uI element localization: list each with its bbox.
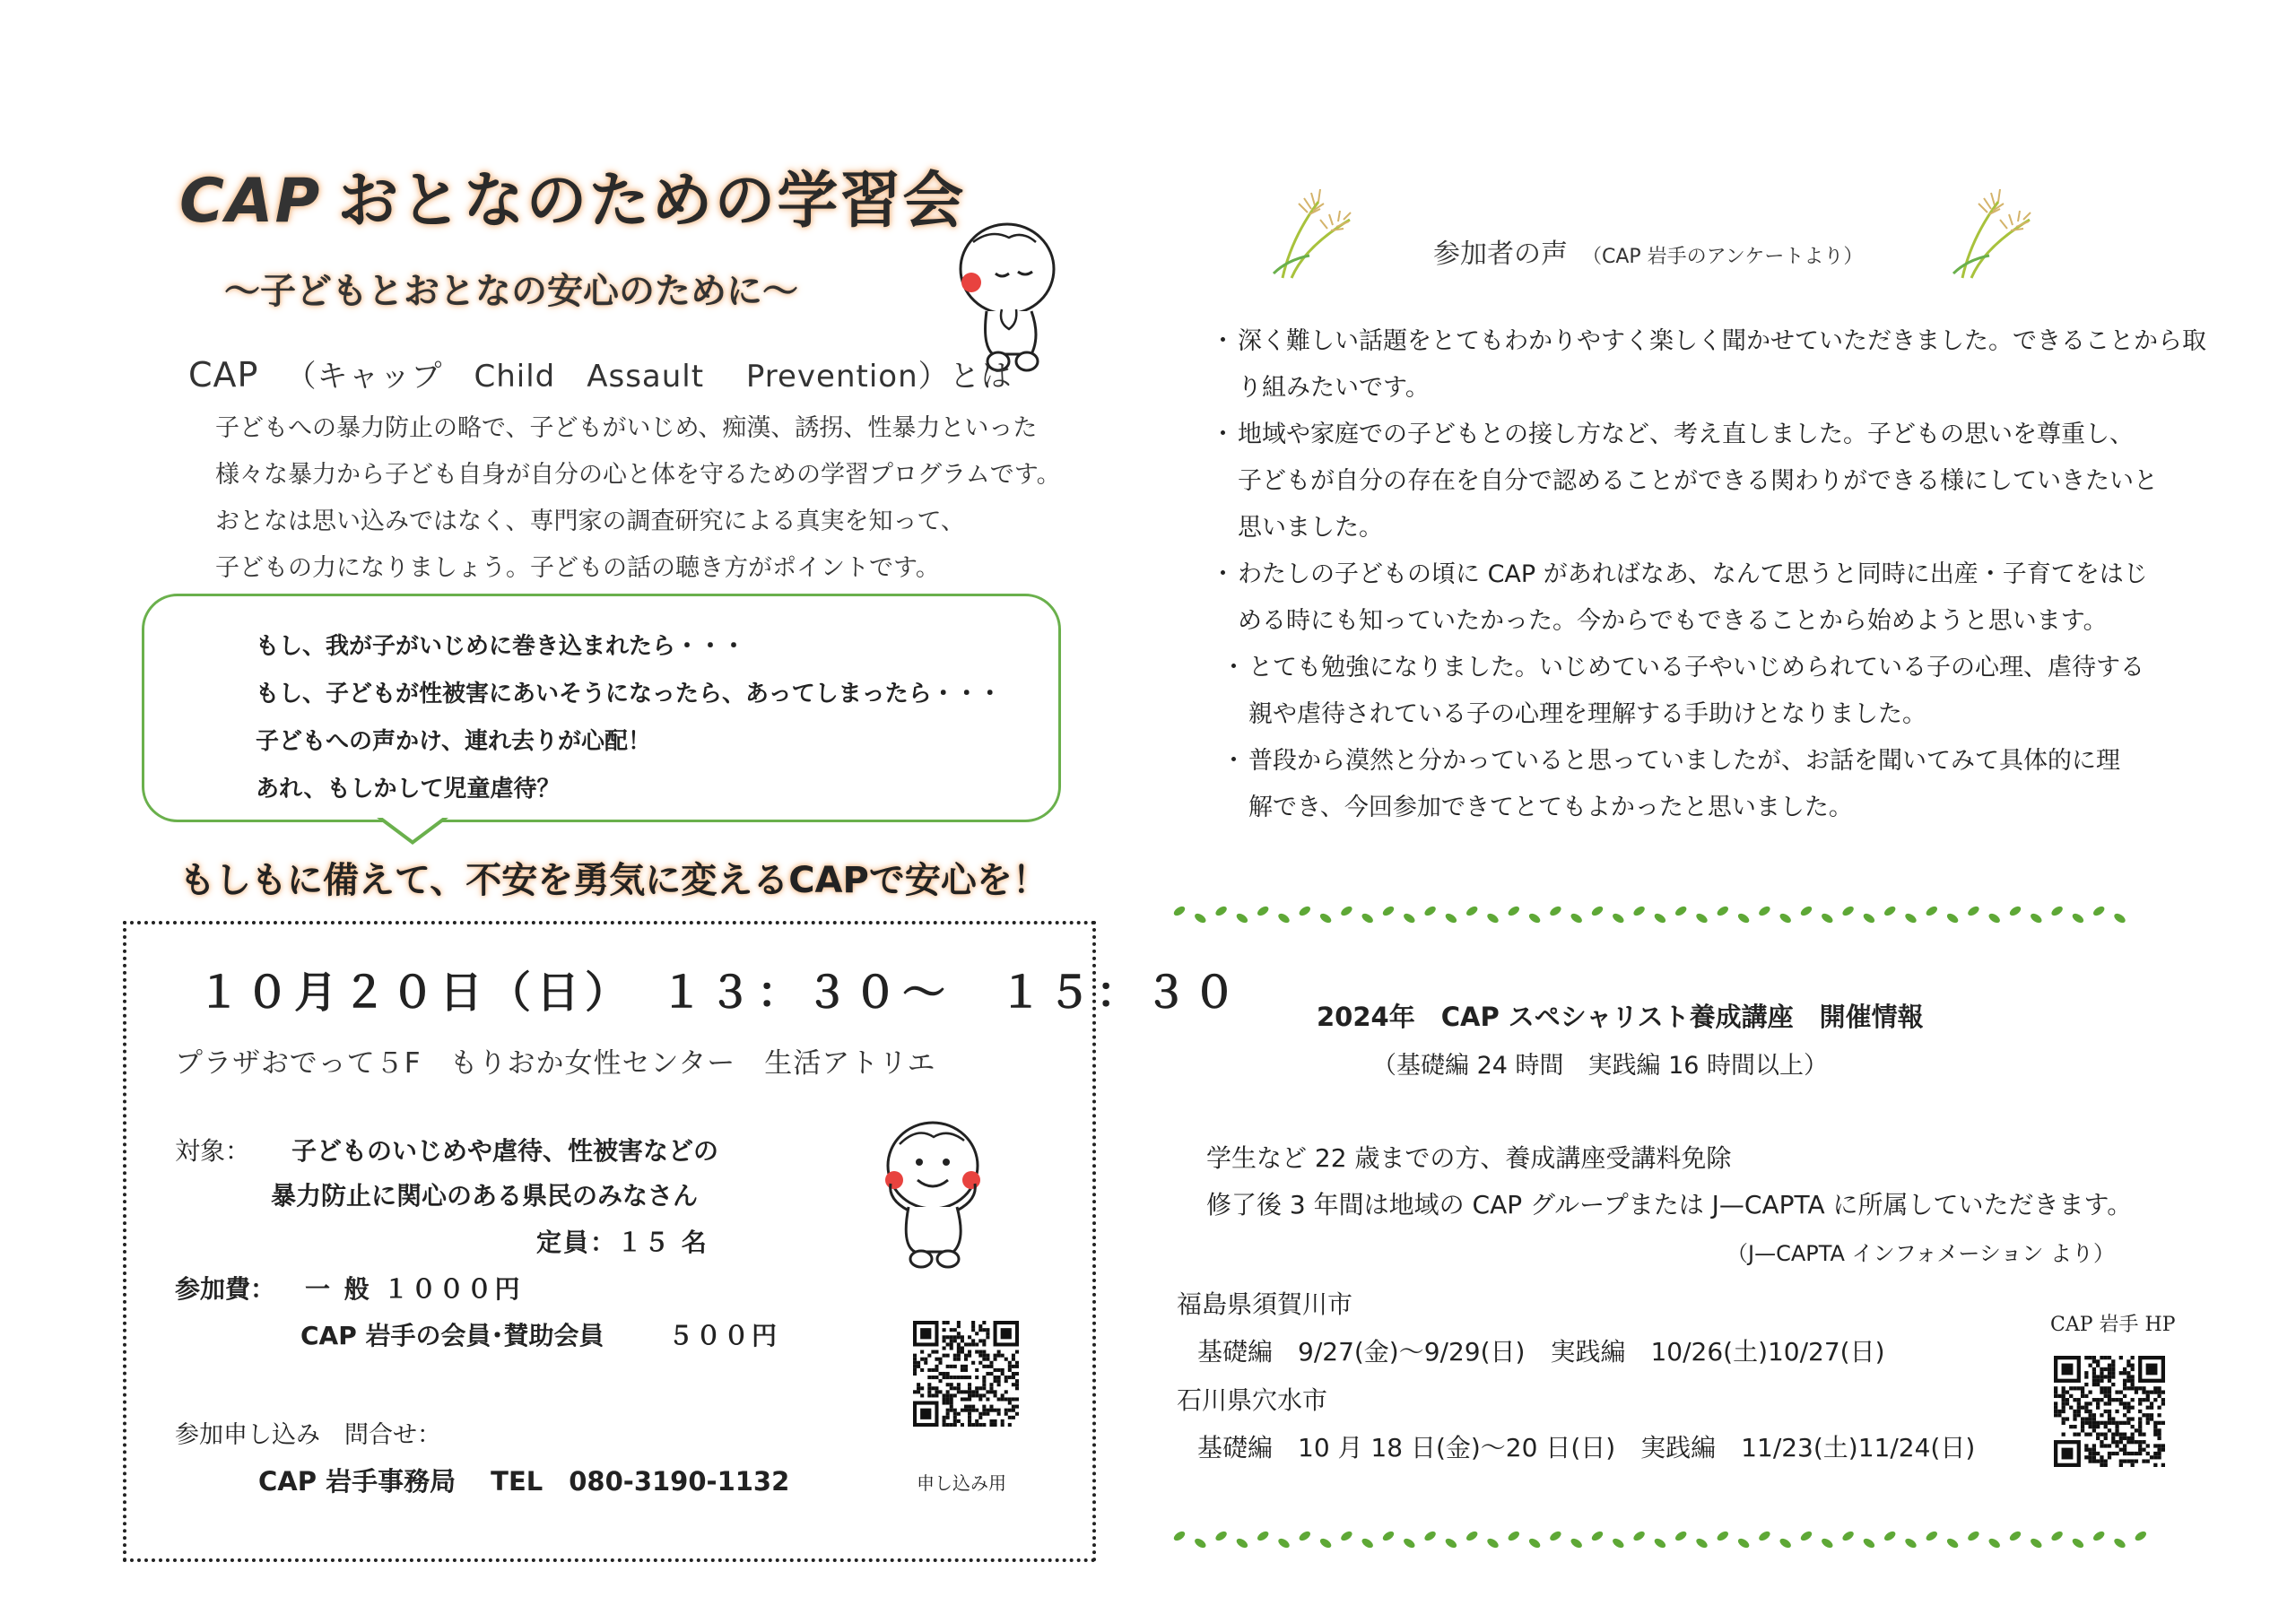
slogan: もしもに備えて、不安を勇気に変えるCAPで安心を！ bbox=[179, 860, 1048, 901]
leaf-mark bbox=[1214, 1530, 1229, 1543]
leaf-mark bbox=[1570, 912, 1584, 925]
leaf-mark bbox=[1507, 1530, 1521, 1543]
leaf-mark bbox=[1276, 1537, 1291, 1550]
bullet: ・ bbox=[1211, 560, 1235, 588]
course-title: 2024年 CAP スペシャリスト養成講座 開催情報 bbox=[1317, 1002, 1924, 1032]
voice-line: 深く難しい話題をとてもわかりやすく楽しく聞かせていただきました。できることから取 bbox=[1238, 327, 2206, 355]
leaf-mark bbox=[1862, 912, 1876, 925]
leaf-mark bbox=[1402, 1537, 1416, 1550]
event-date-time: １０月２０日（日） １３：３０～ １５：３０ bbox=[197, 968, 1242, 1018]
leaf-mark bbox=[2050, 1530, 2065, 1543]
leaf-mark bbox=[1214, 905, 1229, 918]
voice-line: める時にも知っていたかった。今からでもできることから始めようと思います。 bbox=[1238, 607, 2108, 635]
leaf-mark bbox=[1193, 1537, 1207, 1550]
intro-paragraph bbox=[215, 405, 1061, 592]
fee-member-price: ５００円 bbox=[668, 1321, 780, 1350]
leaf-mark bbox=[2134, 1530, 2148, 1543]
leaf-mark bbox=[1318, 912, 1333, 925]
bubble-line: もし、子どもが性被害にあいそうになったら、あってしまったら・・・ bbox=[256, 681, 1002, 707]
leaf-vine-divider bbox=[1170, 897, 2135, 933]
voice-line: 普段から漠然と分かっていると思っていましたが、お話を聞いてみて具体的に理 bbox=[1248, 747, 2120, 775]
course-schedule: 基礎編 10 月 18 日(金)～20 日(日) 実践編 11/23(土)11/24(日) bbox=[1197, 1433, 1976, 1462]
leaf-mark bbox=[1653, 912, 1667, 925]
leaf-mark bbox=[2112, 912, 2126, 925]
leaf-mark bbox=[1423, 1530, 1438, 1543]
fee-general: 一 般 １０００円 bbox=[305, 1274, 523, 1304]
leaf-mark bbox=[1527, 912, 1542, 925]
voices-source: （CAP 岩手のアンケートより） bbox=[1582, 246, 1864, 268]
contact-office-phone: CAP 岩手事務局 TEL 080-3190-1132 bbox=[258, 1466, 790, 1497]
leaf-mark bbox=[1674, 1530, 1688, 1543]
cap-definition bbox=[188, 352, 1013, 395]
mascot-cheering-illustration bbox=[874, 1110, 991, 1271]
leaf-mark bbox=[1736, 912, 1751, 925]
leaf-mark bbox=[2092, 1530, 2106, 1543]
course-schedule: 基礎編 9/27(金)～9/29(日) 実践編 10/26(土)10/27(日) bbox=[1197, 1337, 1885, 1367]
leaf-mark bbox=[1841, 1530, 1856, 1543]
leaf-mark bbox=[1485, 1537, 1500, 1550]
leaf-mark bbox=[1987, 912, 2002, 925]
leaf-mark bbox=[2071, 1537, 2085, 1550]
leaf-mark bbox=[1465, 1530, 1479, 1543]
leaf-mark bbox=[1903, 912, 1918, 925]
target-line-2: 暴力防止に関心のある県民のみなさん bbox=[271, 1181, 699, 1211]
leaf-mark bbox=[1402, 912, 1416, 925]
leaf-mark bbox=[1757, 905, 1771, 918]
bubble-line: もし、我が子がいじめに巻き込まれたら・・・ bbox=[256, 633, 746, 660]
leaf-mark bbox=[1193, 912, 1207, 925]
leaf-mark bbox=[1590, 1530, 1605, 1543]
pampas-grass-icon bbox=[1944, 184, 2043, 282]
leaf-mark bbox=[1172, 1530, 1187, 1543]
leaf-mark bbox=[1381, 1530, 1396, 1543]
leaf-mark bbox=[1548, 905, 1562, 918]
voice-item bbox=[1211, 551, 2206, 645]
bubble-text bbox=[256, 623, 1002, 813]
leaf-mark bbox=[1276, 912, 1291, 925]
voice-line: り組みたいです。 bbox=[1238, 374, 1430, 402]
leaf-mark bbox=[1611, 1537, 1625, 1550]
bullet: ・ bbox=[1211, 327, 1235, 355]
leaf-vine-divider bbox=[1170, 1522, 2148, 1558]
leaf-mark bbox=[1444, 912, 1458, 925]
leaf-mark bbox=[1862, 1537, 1876, 1550]
leaf-mark bbox=[2008, 905, 2022, 918]
course-source: （J—CAPTA インフォメーション より） bbox=[1726, 1241, 2116, 1266]
course-location: 福島県須賀川市 bbox=[1177, 1289, 1353, 1319]
speech-bubble-tail-fill bbox=[380, 816, 445, 840]
leaf-mark bbox=[1987, 1537, 2002, 1550]
leaf-mark bbox=[1966, 905, 1980, 918]
leaf-mark bbox=[1966, 1530, 1980, 1543]
leaf-mark bbox=[1694, 1537, 1709, 1550]
voices-heading: 参加者の声 bbox=[1433, 239, 1568, 270]
leaf-mark bbox=[1779, 1537, 1793, 1550]
leaf-mark bbox=[1716, 1530, 1730, 1543]
leaf-mark bbox=[2112, 1537, 2126, 1550]
voice-line: 子どもが自分の存在を自分で認めることができる関わりができる様にしていきたいと bbox=[1238, 467, 2158, 495]
leaf-mark bbox=[2050, 905, 2065, 918]
bullet: ・ bbox=[1222, 654, 1246, 681]
leaf-mark bbox=[1256, 1530, 1270, 1543]
leaf-mark bbox=[1883, 1530, 1897, 1543]
intro-line: 様々な暴力から子ども自身が自分の心と体を守るための学習プログラムです。 bbox=[215, 461, 1061, 489]
leaf-mark bbox=[1736, 1537, 1751, 1550]
leaf-mark bbox=[1945, 912, 1960, 925]
leaf-mark bbox=[1361, 1537, 1375, 1550]
participant-voices bbox=[1211, 318, 2206, 831]
voice-item bbox=[1211, 318, 2206, 412]
course-subtitle: （基礎編 24 時間 実践編 16 時間以上） bbox=[1372, 1052, 1829, 1080]
leaf-mark bbox=[2029, 912, 2043, 925]
voice-item bbox=[1222, 645, 2206, 738]
leaf-mark bbox=[1903, 1537, 1918, 1550]
leaf-mark bbox=[1945, 1537, 1960, 1550]
leaf-mark bbox=[1235, 912, 1249, 925]
course-note: 修了後 3 年間は地域の CAP グループまたは J—CAPTA に所属していただきます。 bbox=[1206, 1190, 2133, 1219]
subtitle: ～子どもとおとなの安心のために～ bbox=[224, 271, 798, 312]
leaf-mark bbox=[1925, 1530, 1939, 1543]
leaf-mark bbox=[1485, 912, 1500, 925]
contact-label: 参加申し込み 問合せ： bbox=[175, 1421, 441, 1449]
leaf-mark bbox=[1465, 905, 1479, 918]
event-venue: プラザおでって５F もりおか女性センター 生活アトリエ bbox=[175, 1047, 936, 1080]
leaf-mark bbox=[1590, 905, 1605, 918]
leaf-mark bbox=[1444, 1537, 1458, 1550]
voice-line: 思いました。 bbox=[1238, 514, 1383, 542]
voice-line: 親や虐待されている子の心理を理解する手助けとなりました。 bbox=[1248, 700, 1926, 728]
leaf-mark bbox=[1674, 905, 1688, 918]
voice-line: 解でき、今回参加できてとてもよかったと思いました。 bbox=[1248, 794, 1853, 821]
voices-title bbox=[1433, 231, 1863, 271]
leaf-mark bbox=[1925, 905, 1939, 918]
cap-term: CAP bbox=[188, 355, 259, 395]
course-location: 石川県穴水市 bbox=[1177, 1385, 1328, 1415]
leaf-mark bbox=[2008, 1530, 2022, 1543]
leaf-mark bbox=[1527, 1537, 1542, 1550]
leaf-mark bbox=[1298, 905, 1312, 918]
leaf-mark bbox=[1235, 1537, 1249, 1550]
application-qr-code[interactable] bbox=[913, 1321, 1019, 1427]
leaf-mark bbox=[1820, 912, 1834, 925]
leaf-mark bbox=[1632, 905, 1647, 918]
leaf-mark bbox=[1653, 1537, 1667, 1550]
leaf-mark bbox=[1570, 1537, 1584, 1550]
leaf-mark bbox=[2071, 912, 2085, 925]
course-note: 学生など 22 歳までの方、養成講座受講料免除 bbox=[1206, 1143, 1732, 1173]
page-title bbox=[179, 152, 965, 239]
leaf-mark bbox=[1799, 1530, 1813, 1543]
voice-line: わたしの子どもの頃に CAP があればなあ、なんて思うと同時に出産・子育てをはじ bbox=[1238, 560, 2148, 588]
leaf-mark bbox=[1172, 905, 1187, 918]
leaf-mark bbox=[1381, 905, 1396, 918]
leaf-mark bbox=[1799, 905, 1813, 918]
homepage-qr-code[interactable] bbox=[2054, 1356, 2165, 1467]
leaf-mark bbox=[1841, 905, 1856, 918]
leaf-mark bbox=[1318, 1537, 1333, 1550]
leaf-mark bbox=[1339, 905, 1353, 918]
intro-line: 子どもへの暴力防止の略で、子どもがいじめ、痴漢、誘拐、性暴力といった bbox=[215, 414, 1038, 442]
qr-caption: 申し込み用 bbox=[917, 1472, 1006, 1494]
intro-line: おとなは思い込みではなく、専門家の調査研究による真実を知って、 bbox=[215, 508, 965, 535]
bubble-line: 子どもへの声かけ、連れ去りが心配！ bbox=[256, 728, 651, 755]
leaf-mark bbox=[1548, 1530, 1562, 1543]
leaf-mark bbox=[1694, 912, 1709, 925]
leaf-mark bbox=[1507, 905, 1521, 918]
leaf-mark bbox=[1757, 1530, 1771, 1543]
fee-label: 参加費： bbox=[175, 1274, 276, 1304]
voice-item bbox=[1211, 412, 2206, 551]
leaf-mark bbox=[1361, 912, 1375, 925]
bullet: ・ bbox=[1222, 747, 1246, 775]
title-main: おとなのための学習会 bbox=[337, 166, 966, 237]
pampas-grass-icon bbox=[1265, 184, 1363, 282]
voice-line: 地域や家庭での子どもとの接し方など、考え直しました。子どもの思いを尊重し、 bbox=[1238, 421, 2134, 448]
leaf-mark bbox=[1339, 1530, 1353, 1543]
leaf-mark bbox=[2029, 1537, 2043, 1550]
leaf-mark bbox=[1883, 905, 1897, 918]
leaf-mark bbox=[1779, 912, 1793, 925]
voice-line: とても勉強になりました。いじめている子やいじめられている子の心理、虐待する bbox=[1248, 654, 2144, 681]
intro-line: 子どもの力になりましょう。子どもの話の聴き方がポイントです。 bbox=[215, 554, 940, 582]
leaf-mark bbox=[1423, 905, 1438, 918]
leaf-mark bbox=[1611, 912, 1625, 925]
capacity: 定員：１５ 名 bbox=[536, 1228, 709, 1257]
bubble-line: あれ、もしかして児童虐待？ bbox=[256, 776, 561, 803]
cap-expansion: （キャップ Child Assault Prevention）とは bbox=[285, 359, 1013, 395]
leaf-mark bbox=[1716, 905, 1730, 918]
target-line-1: 子どものいじめや虐待、性被害などの bbox=[291, 1136, 719, 1166]
hp-qr-caption: CAP 岩手 HP bbox=[2050, 1314, 2176, 1336]
leaf-mark bbox=[2092, 905, 2106, 918]
fee-member: CAP 岩手の会員･賛助会員 bbox=[300, 1321, 604, 1350]
leaf-mark bbox=[1632, 1530, 1647, 1543]
bullet: ・ bbox=[1211, 421, 1235, 448]
leaf-mark bbox=[1256, 905, 1270, 918]
title-cap: CAP bbox=[179, 166, 322, 237]
leaf-mark bbox=[1820, 1537, 1834, 1550]
target-label: 対象： bbox=[175, 1136, 251, 1166]
leaf-mark bbox=[1298, 1530, 1312, 1543]
voice-item bbox=[1222, 738, 2206, 831]
